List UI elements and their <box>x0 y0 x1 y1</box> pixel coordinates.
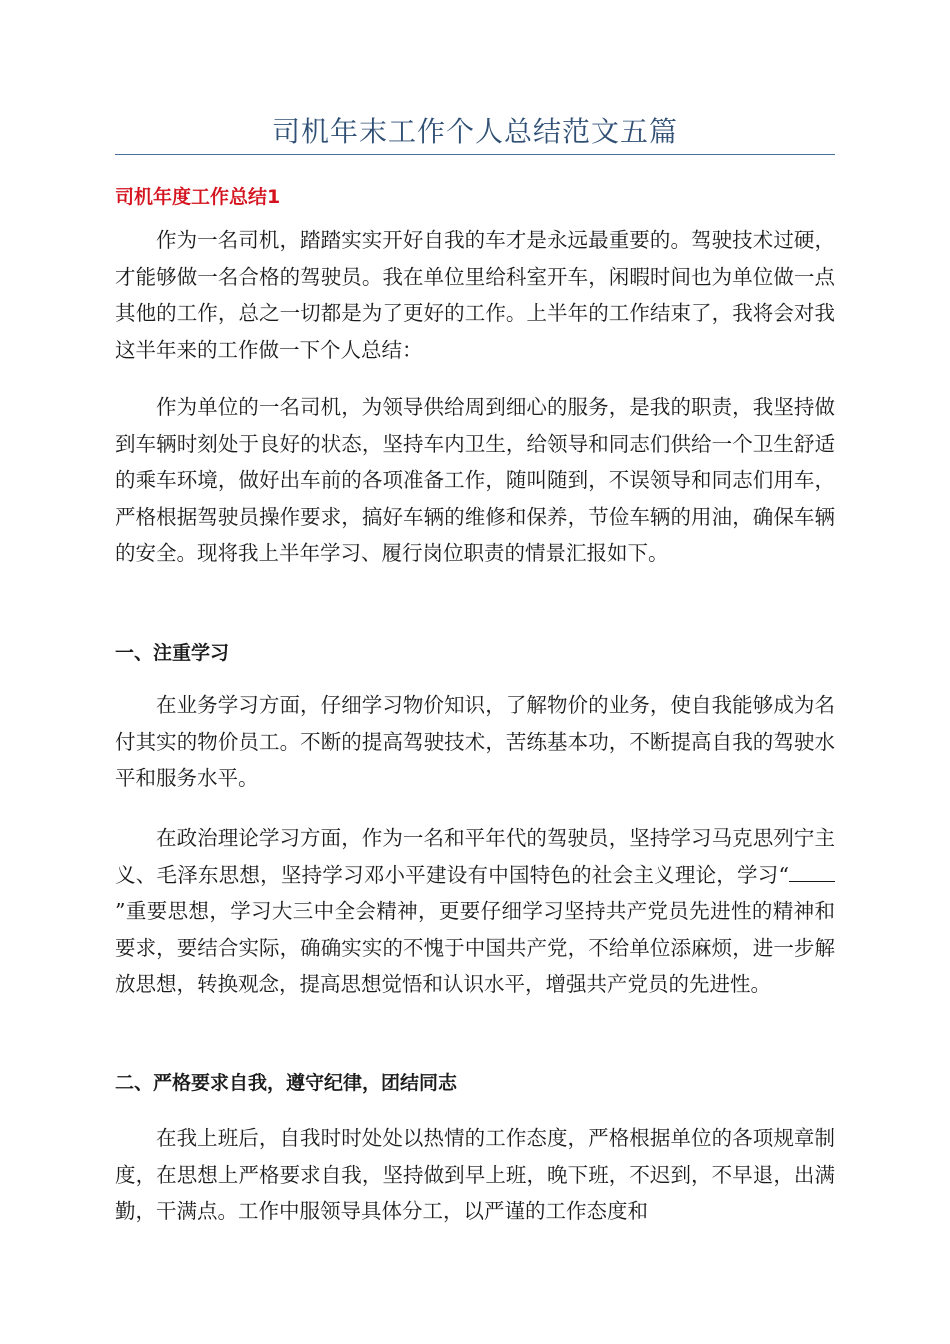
paragraph-duties: 作为单位的一名司机，为领导供给周到细心的服务，是我的职责，我坚持做到车辆时刻处于良好的状态，坚持车内卫生，给领导和同志们供给一个卫生舒适的乘车环境，做好出车前的各项准备工作，随叫随到，不误领导和同志们用车，严格根据驾驶员操作要求，搞好车辆的维修和保养，节俭车辆的用油，确保车辆的安全。现将我上半年学习、履行岗位职责的情景汇报如下。 <box>115 395 835 565</box>
paragraph-discipline: 在我上班后，自我时时处处以热情的工作态度，严格根据单位的各项规章制度，在思想上严格要求自我，坚持做到早上班，晚下班，不迟到，不早退，出满勤，干满点。工作中服领导具体分工，以严谨的工作态度和 <box>115 1126 835 1223</box>
document-title: 司机年末工作个人总结范文五篇 <box>271 115 678 148</box>
blank-underline <box>789 860 835 882</box>
paragraph-intro: 作为一名司机，踏踏实实开好自我的车才是永远最重要的。驾驶技术过硬，才能够做一名合格的驾驶员。我在单位里给科室开车，闲暇时间也为单位做一点其他的工作，总之一切都是为了更好的工作。上半年的工作结束了，我将会对我这半年来的工作做一下个人总结： <box>115 228 835 362</box>
paragraph-business-study: 在业务学习方面，仔细学习物价知识，了解物价的业务，使自我能够成为名付其实的物价员工。不断的提高驾驶技术，苦练基本功，不断提高自我的驾驶水平和服务水平。 <box>115 693 835 790</box>
paragraph-political-study-part2: ”重要思想，学习大三中全会精神，更要仔细学习坚持共产党员先进性的精神和要求，要结合实际，确确实实的不愧于中国共产党，不给单位添麻烦，进一步解放思想，转换观念，提高思想觉悟和认识水平，增强共产党员的先进性。 <box>115 899 835 996</box>
section-heading: 司机年度工作总结1 <box>115 186 281 208</box>
paragraph-political-study <box>115 820 835 1003</box>
heading-discipline: 二、严格要求自我，遵守纪律，团结同志 <box>115 1072 458 1094</box>
title-underline <box>115 154 835 155</box>
paragraph-political-study-part1: 在政治理论学习方面，作为一名和平年代的驾驶员，坚持学习马克思列宁主义、毛泽东思想，坚持学习邓小平建设有中国特色的社会主义理论，学习“ <box>115 826 835 887</box>
heading-study: 一、注重学习 <box>115 642 230 664</box>
